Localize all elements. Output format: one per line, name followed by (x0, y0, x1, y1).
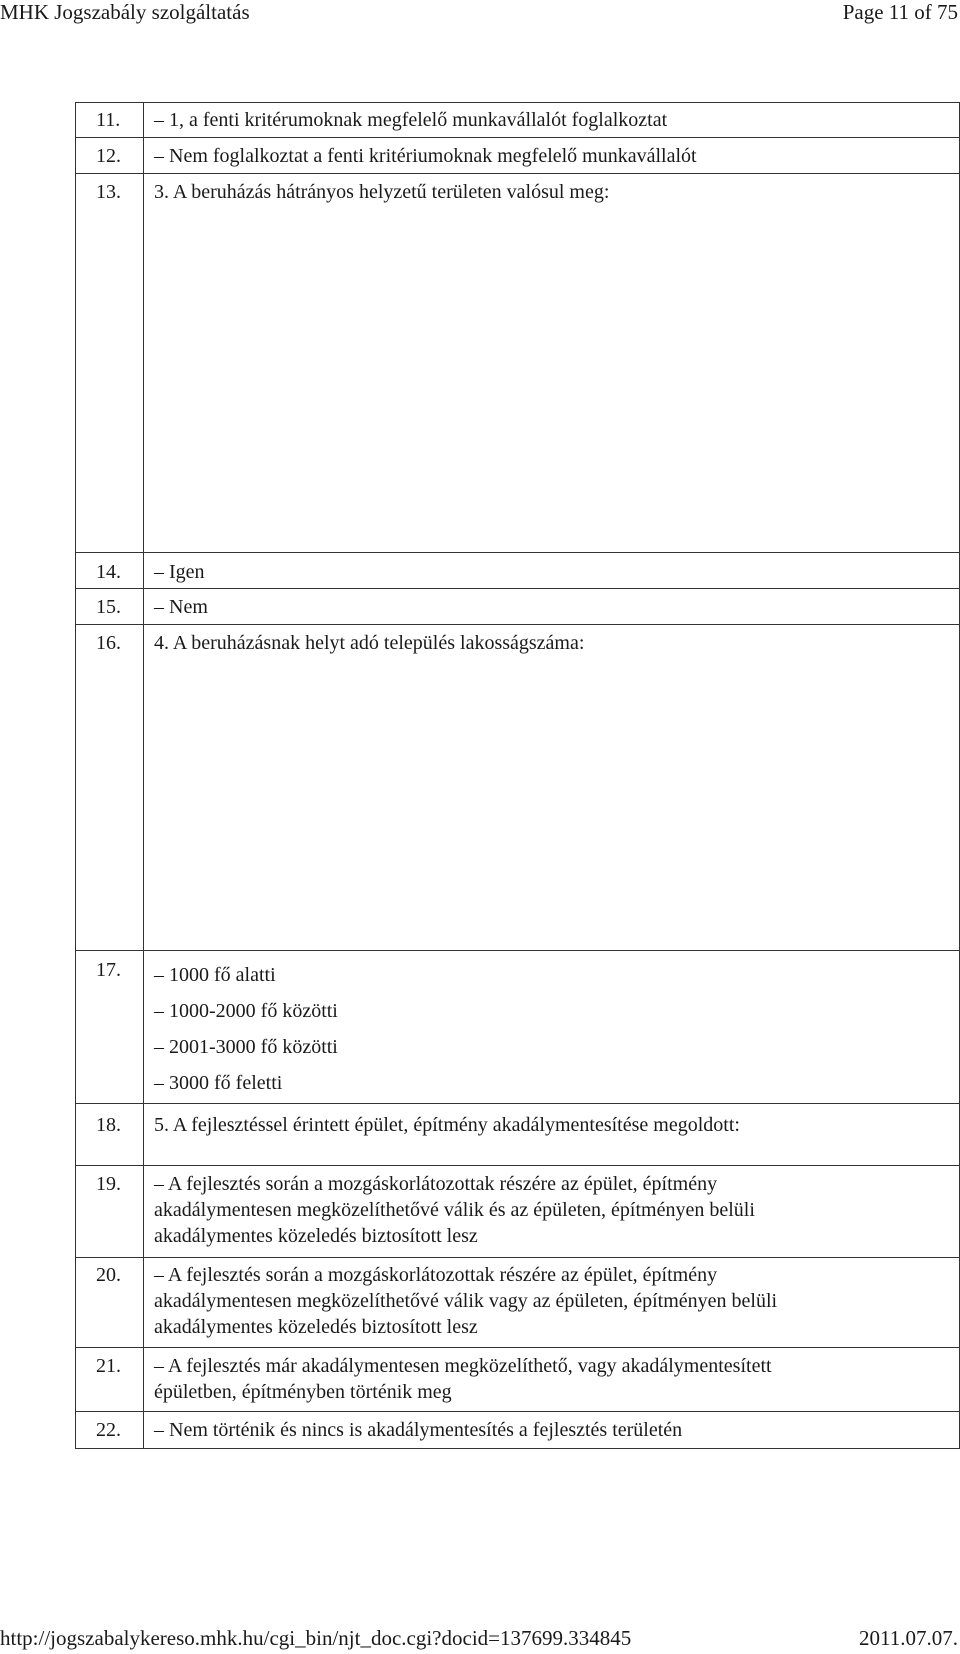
option-line: – 2001-3000 fő közötti (154, 1036, 338, 1058)
table-row (76, 625, 960, 951)
row-text: – Igen (144, 553, 960, 589)
table-row (76, 1412, 960, 1449)
row-number: 20. (76, 1258, 144, 1348)
option-line: – 1000 fő alatti (154, 964, 276, 986)
option-line: – 1000-2000 fő közötti (154, 1000, 338, 1022)
row-text: 4. A beruházásnak helyt adó település lakosságszáma: (144, 625, 960, 951)
footer-date: 2011.07.07. (859, 1626, 958, 1650)
text-line: – A fejlesztés során a mozgáskorlátozottak részére az épület, építmény (154, 1264, 718, 1286)
text-line: akadálymentesen megközelíthetővé válik és az épületen, építményen belüli (154, 1199, 755, 1221)
criteria-table (75, 102, 960, 1449)
table-row (76, 138, 960, 174)
row-number: 22. (76, 1412, 144, 1449)
row-text: – 1, a fenti kritérumoknak megfelelő munkavállalót foglalkoztat (144, 103, 960, 138)
table-row (76, 103, 960, 138)
table-row (76, 951, 960, 1104)
row-text: 5. A fejlesztéssel érintett épület, építmény akadálymentesítése megoldott: (144, 1104, 960, 1166)
text-line: akadálymentes közeledés biztosított lesz (154, 1316, 478, 1338)
table-row (76, 174, 960, 553)
row-text (144, 1348, 960, 1412)
row-number: 17. (76, 951, 144, 1104)
row-text: – Nem történik és nincs is akadálymentesítés a fejlesztés területén (144, 1412, 960, 1449)
row-number: 16. (76, 625, 144, 951)
row-number: 11. (76, 103, 144, 138)
footer-url: http://jogszabalykereso.mhk.hu/cgi_bin/njt_doc.cgi?docid=137699.334845 (0, 1626, 632, 1650)
row-number: 12. (76, 138, 144, 174)
table-row (76, 1104, 960, 1166)
table-row (76, 1348, 960, 1412)
table-row (76, 589, 960, 625)
row-number: 19. (76, 1166, 144, 1258)
row-number: 21. (76, 1348, 144, 1412)
text-line: épületben, építményben történik meg (154, 1381, 452, 1403)
table-row (76, 1166, 960, 1258)
row-text: – Nem (144, 589, 960, 625)
row-number: 13. (76, 174, 144, 553)
row-text (144, 1258, 960, 1348)
text-line: – A fejlesztés már akadálymentesen megközelíthető, vagy akadálymentesített (154, 1355, 772, 1377)
row-number: 14. (76, 553, 144, 589)
header-title: MHK Jogszabály szolgáltatás (0, 0, 250, 24)
text-line: akadálymentesen megközelíthetővé válik vagy az épületen, építményen belüli (154, 1290, 778, 1312)
row-text (144, 1166, 960, 1258)
option-line: – 3000 fő feletti (154, 1072, 283, 1094)
row-text (144, 951, 960, 1104)
table-row (76, 553, 960, 589)
row-text: – Nem foglalkoztat a fenti kritériumoknak megfelelő munkavállalót (144, 138, 960, 174)
row-number: 15. (76, 589, 144, 625)
text-line: – A fejlesztés során a mozgáskorlátozottak részére az épület, építmény (154, 1173, 718, 1195)
text-line: akadálymentes közeledés biztosított lesz (154, 1225, 478, 1247)
table-row (76, 1258, 960, 1348)
row-number: 18. (76, 1104, 144, 1166)
header-page-number: Page 11 of 75 (842, 0, 958, 24)
row-text: 3. A beruházás hátrányos helyzetű területen valósul meg: (144, 174, 960, 553)
